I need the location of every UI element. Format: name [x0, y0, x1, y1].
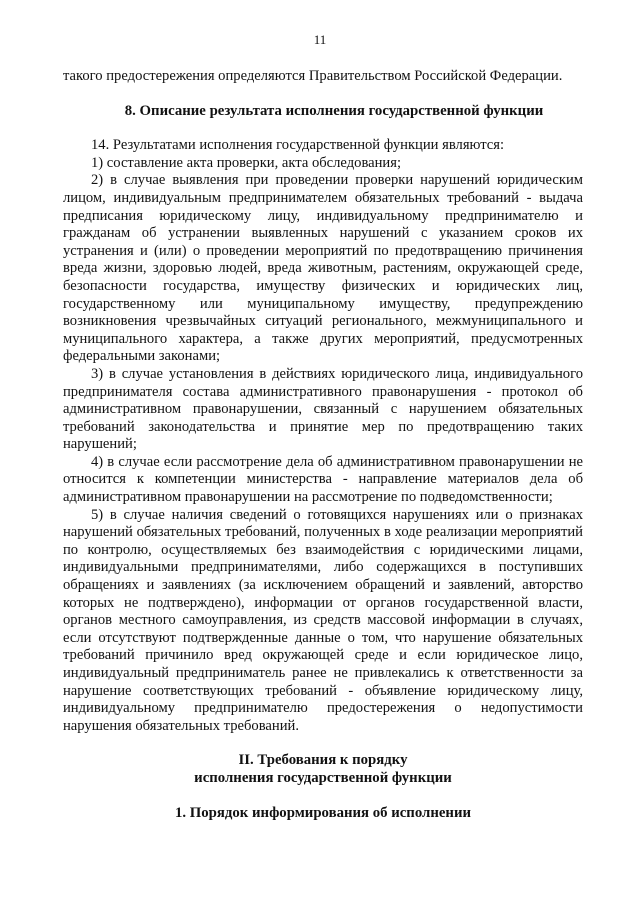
- paragraph-item-2: 2) в случае выявления при проведении проверки нарушений юридическим лицом, индивидуальным предпринимателем обязательных требований - выдача предписания юридическому лицу, индивидуальному предпринимателю и гражданам об устранении выявленных нарушений с указанием сроков их устранения и (или) о проведении мероприятий по предотвращению причинения вреда жизни, здоровью людей, вреда животным, растениям, окружающей среде, безопасности государства, имуществу физических и юридических лиц, государственному или муниципальному имуществу, предупреждению возникновения чрезвычайных ситуаций регионального, межмуниципального и муниципального характера, а также других мероприятий, предусмотренных федеральными законами;: [63, 172, 583, 365]
- paragraph-item-5: 5) в случае наличия сведений о готовящихся нарушениях или о признаках нарушений обязательных требований, полученных в ходе реализации мероприятий по контролю, осуществляемых без взаимодействия с юридическими лицами, индивидуальными предпринимателями, либо содержащихся в поступивших обращениях и заявлениях (за исключением обращений и заявлений, авторство которых не подтверждено), информации от органов государственной власти, органов местного самоуправления, из средств массовой информации в случаях, если отсутствуют подтвержденные данные о том, что нарушение обязательных требований причинило вред окружающей среде и если юридическое лицо, индивидуальный предприниматель ранее не привлекались к ответственности за нарушение соответствующих требований - объявление юридическому лицу, индивидуальному предпринимателю предостережения о недопустимости нарушения обязательных требований.: [63, 506, 583, 734]
- section-8-heading: 8. Описание результата исполнения государственной функции: [124, 102, 544, 119]
- section-2-heading-line2: исполнения государственной функции: [194, 769, 452, 786]
- paragraph-item-3: 3) в случае установления в действиях юридического лица, индивидуального предпринимателя состава административного правонарушения - протокол об административном правонарушении, связанный с нарушением обязательных требований законодательства и принятие мер по предотвращению таких нарушений;: [63, 365, 583, 453]
- paragraph-14: 14. Результатами исполнения государственной функции являются:: [91, 137, 505, 154]
- subsection-1-heading: 1. Порядок информирования об исполнении: [174, 804, 472, 821]
- paragraph-item-1: 1) составление акта проверки, акта обследования;: [91, 154, 402, 171]
- page-number: 11: [313, 32, 327, 47]
- paragraph-item-4: 4) в случае если рассмотрение дела об административном правонарушении не относится к компетенции министерства - направление материалов дела об административном правонарушении на рассмотрение по подведомственности;: [63, 453, 583, 506]
- section-2-heading-line1: II. Требования к порядку: [238, 752, 408, 769]
- document-body: [63, 68, 583, 822]
- intro-line: такого предостережения определяются Правительством Российской Федерации.: [63, 68, 563, 84]
